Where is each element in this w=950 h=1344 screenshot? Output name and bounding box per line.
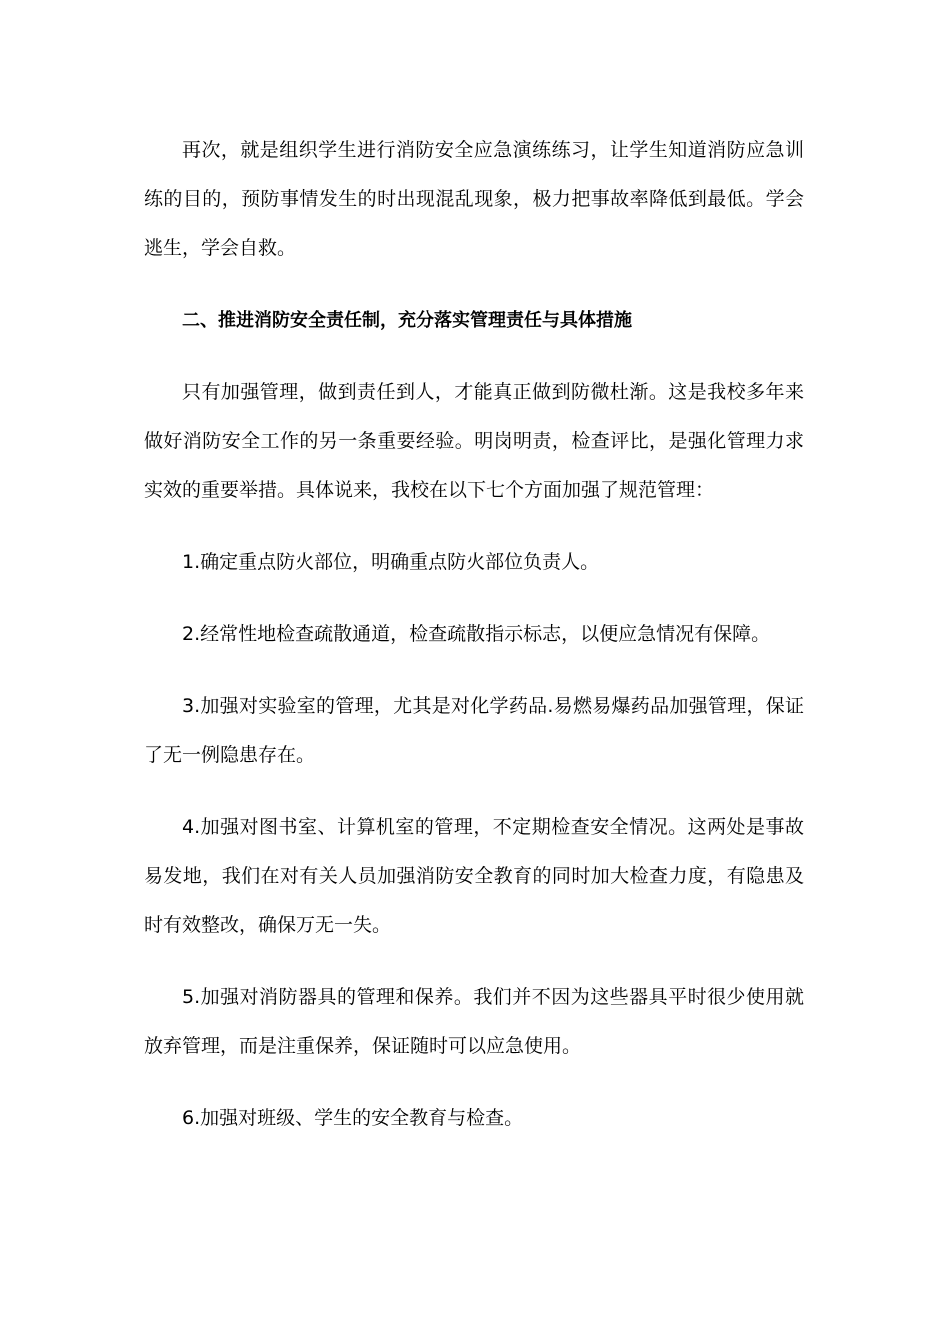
paragraph-gap <box>144 950 804 973</box>
list-item-3: 3.加强对实验室的管理，尤其是对化学药品.易燃易爆药品加强管理，保证了无一例隐患存在。 <box>144 695 804 766</box>
list-item-4: 4.加强对图书室、计算机室的管理，不定期检查安全情况。这两处是事故易发地，我们在对有关人员加强消防安全教育的同时加大检查力度，有隐患及时有效整改，确保万无一失。 <box>144 816 804 936</box>
paragraph-gap <box>144 780 804 803</box>
paragraph-gap <box>144 273 804 296</box>
paragraph-gap <box>144 659 804 682</box>
paragraph-gap <box>144 515 804 538</box>
paragraph-intro: 只有加强管理，做到责任到人，才能真正做到防微杜渐。这是我校多年来做好消防安全工作的另一条重要经验。明岗明责，检查评比，是强化管理力求实效的重要举措。具体说来，我校在以下七个方面加强了规范管理： <box>144 381 804 501</box>
paragraph-gap <box>144 345 804 368</box>
paragraph-gap <box>144 587 804 610</box>
list-item-1: 1.确定重点防火部位，明确重点防火部位负责人。 <box>182 551 600 573</box>
list-item-5: 5.加强对消防器具的管理和保养。我们并不因为这些器具平时很少使用就放弃管理，而是注重保养，保证随时可以应急使用。 <box>144 986 804 1057</box>
section-heading: 二、推进消防安全责任制，充分落实管理责任与具体措施 <box>182 310 632 331</box>
paragraph-gap <box>144 1071 804 1094</box>
paragraph-drill: 再次，就是组织学生进行消防安全应急演练练习，让学生知道消防应急训练的目的，预防事情发生的时出现混乱现象，极力把事故率降低到最低。学会逃生，学会自救。 <box>144 139 804 259</box>
list-item-2: 2.经常性地检查疏散通道，检查疏散指示标志，以便应急情况有保障。 <box>182 623 771 645</box>
document-body <box>144 126 804 1143</box>
list-item-6: 6.加强对班级、学生的安全教育与检查。 <box>182 1107 524 1129</box>
